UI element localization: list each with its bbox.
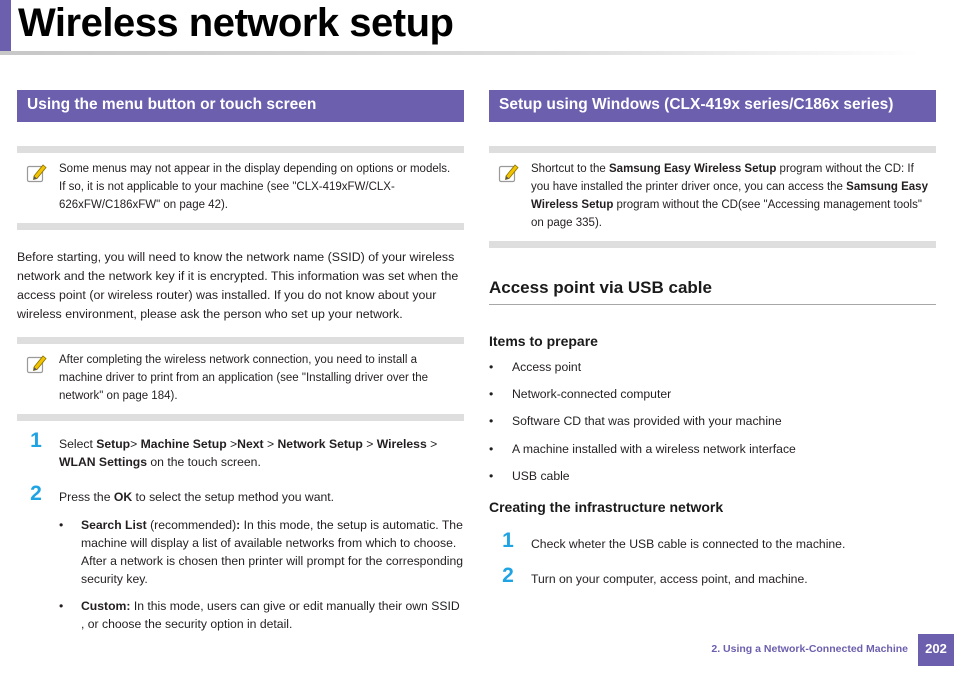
left-column: [17, 90, 464, 642]
list-item: • Network-connected computer: [489, 385, 936, 403]
title-divider: [0, 51, 920, 55]
note-text: Shortcut to the: [531, 163, 609, 175]
step-text: >: [362, 437, 377, 451]
intro-paragraph: Before starting, you will need to know the network name (SSID) of your wireless network and the network key if it is encrypted. This information was set when the access point (or wireless router) was installed. If you do not know about your wireless environment, please ask the person who set up your network.: [17, 250, 459, 321]
menu-term: Network Setup: [277, 437, 363, 451]
step-list: [489, 528, 936, 588]
section-heading-windows-setup: Setup using Windows (CLX-419x series/C186x series): [489, 90, 936, 122]
step-text: >: [426, 437, 438, 451]
list-item: • A machine installed with a wireless network interface: [489, 440, 936, 458]
page-number: 202: [918, 634, 954, 666]
list-item: • Access point: [489, 358, 936, 376]
note-text: program without the CD(see "Accessing management tools" on page 335).: [531, 199, 922, 229]
note-text: After completing the wireless network connection, you need to install a machine driver to print from an application (see "Installing driver over the network" on page 184).: [59, 354, 429, 402]
method-description: In this mode, the setup is automatic. The machine will display a list of available networks from which to choose. After a network is chosen then printer will prompt for the corresponding security key.: [81, 518, 464, 586]
step-text: to select the setup method you want.: [132, 490, 335, 504]
right-column: [489, 90, 936, 588]
infra-heading: Creating the infrastructure network: [489, 498, 724, 515]
menu-term: WLAN Settings: [59, 455, 148, 469]
note-box: [17, 337, 464, 421]
step-item: [17, 429, 464, 471]
note-pencil-icon: [26, 162, 48, 184]
button-term: OK: [113, 490, 133, 504]
step-item: [17, 482, 464, 633]
step-item: [489, 528, 936, 553]
step-number: 2: [30, 482, 42, 505]
note-pencil-icon: [498, 162, 520, 184]
footer-chapter: 2. Using a Network-Connected Machine: [711, 643, 908, 655]
note-text: program without the CD: If you have installed the printer driver once, you can access the: [531, 163, 914, 193]
step-text: >: [226, 437, 238, 451]
list-item: • USB cable: [489, 467, 936, 485]
step-text: Check wheter the USB cable is connected to the machine.: [531, 536, 846, 551]
note-box: [17, 146, 464, 230]
menu-term: Next: [237, 437, 264, 451]
menu-term: Machine Setup: [140, 437, 227, 451]
step-list: [17, 429, 464, 633]
items-heading: Items to prepare: [489, 333, 598, 349]
note-pencil-icon: [26, 353, 48, 375]
subsection-title: Access point via USB cable: [489, 277, 936, 305]
step-text: >: [130, 437, 141, 451]
step-text: Select: [59, 437, 97, 451]
step-text: Press the: [59, 490, 114, 504]
program-name: Samsung Easy Wireless Setup: [609, 163, 777, 175]
step-number: 1: [30, 429, 42, 452]
page-title: Wireless network setup: [18, 1, 454, 45]
items-list: [489, 358, 936, 485]
method-colon: :: [236, 518, 241, 532]
menu-term: Setup: [96, 437, 131, 451]
note-box: [489, 146, 936, 248]
method-note: (recommended): [146, 518, 237, 532]
list-item: [59, 597, 464, 633]
menu-term: Wireless: [376, 437, 427, 451]
step-item: [489, 563, 936, 588]
step-number: 2: [502, 563, 514, 587]
title-accent-bar: [0, 0, 11, 52]
list-item: [59, 516, 464, 588]
step-text: >: [263, 437, 278, 451]
list-item: • Software CD that was provided with your machine: [489, 412, 936, 430]
method-label: Custom:: [81, 599, 131, 613]
step-text: Turn on your computer, access point, and machine.: [531, 571, 808, 586]
program-name: Samsung Easy Wireless Setup: [531, 181, 928, 211]
method-label: Search List: [81, 518, 147, 532]
step-text: on the touch screen.: [147, 455, 261, 469]
method-description: In this mode, users can give or edit manually their own SSID , or choose the security option in detail.: [81, 599, 460, 631]
section-heading-menu-button: Using the menu button or touch screen: [17, 90, 464, 122]
step-number: 1: [502, 528, 514, 552]
method-list: [59, 516, 464, 633]
note-text: Some menus may not appear in the display depending on options or models. If so, it is not applicable to your machine (see "CLX-419xFW/CLX-626xFW/C186xFW" on page 42).: [59, 163, 451, 211]
